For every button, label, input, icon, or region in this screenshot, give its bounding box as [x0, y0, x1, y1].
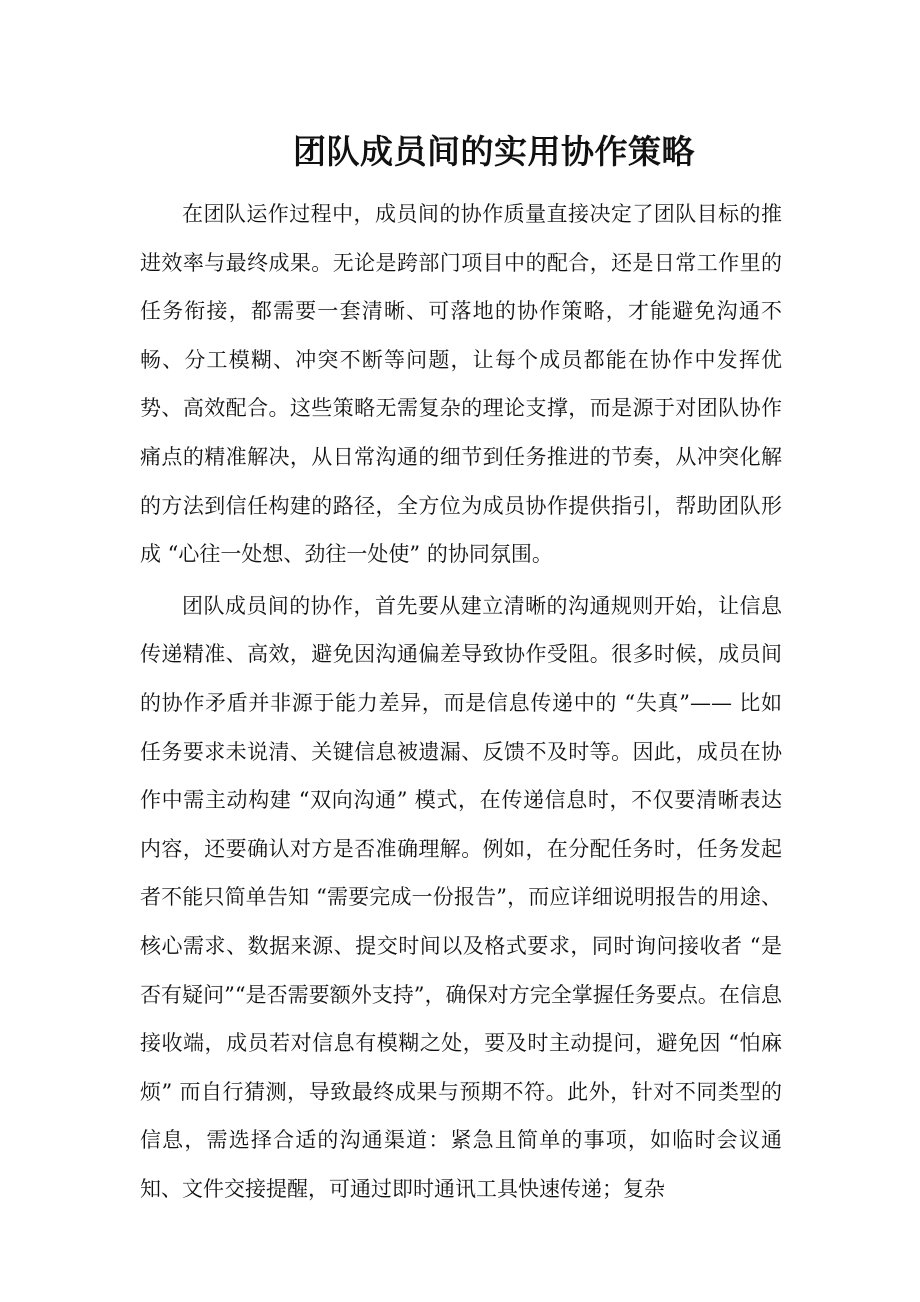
paragraph: 团队成员间的协作，首先要从建立清晰的沟通规则开始，让信息传递精准、高效，避免因沟通偏差导致协作受阻。很多时候，成员间的协作矛盾并非源于能力差异，而是信息传递中的 “失真”—— 比如任务要求未说清、关键信息被遗漏、反馈不及时等。因此，成员在协作中需主动构建 “双向沟通” 模式，在传递信息时，不仅要清晰表达内容，还要确认对方是否准确理解。例如，在分配任务时，任务发起者不能只简单告知 “需要完成一份报告”，而应详细说明报告的用途、核心需求、数据来源、提交时间以及格式要求，同时询问接收者 “是否有疑问”“是否需要额外支持”，确保对方完全掌握任务要点。在信息接收端，成员若对信息有模糊之处，要及时主动提问，避免因 “怕麻烦” 而自行猜测，导致最终成果与预期不符。此外，针对不同类型的信息，需选择合适的沟通渠道：紧急且简单的事项，如临时会议通知、文件交接提醒，可通过即时通讯工具快速传递；复杂: [140, 593, 782, 1201]
document-body: [140, 190, 782, 1216]
paragraph: 在团队运作过程中，成员间的协作质量直接决定了团队目标的推进效率与最终成果。无论是跨部门项目中的配合，还是日常工作里的任务衔接，都需要一套清晰、可落地的协作策略，才能避免沟通不畅、分工模糊、冲突不断等问题，让每个成员都能在协作中发挥优势、高效配合。这些策略无需复杂的理论支撑，而是源于对团队协作痛点的精准解决，从日常沟通的细节到任务推进的节奏，从冲突化解的方法到信任构建的路径，全方位为成员协作提供指引，帮助团队形成 “心往一处想、劲往一处使” 的协同氛围。: [140, 202, 782, 567]
document-title: 团队成员间的实用协作策略: [293, 132, 695, 171]
